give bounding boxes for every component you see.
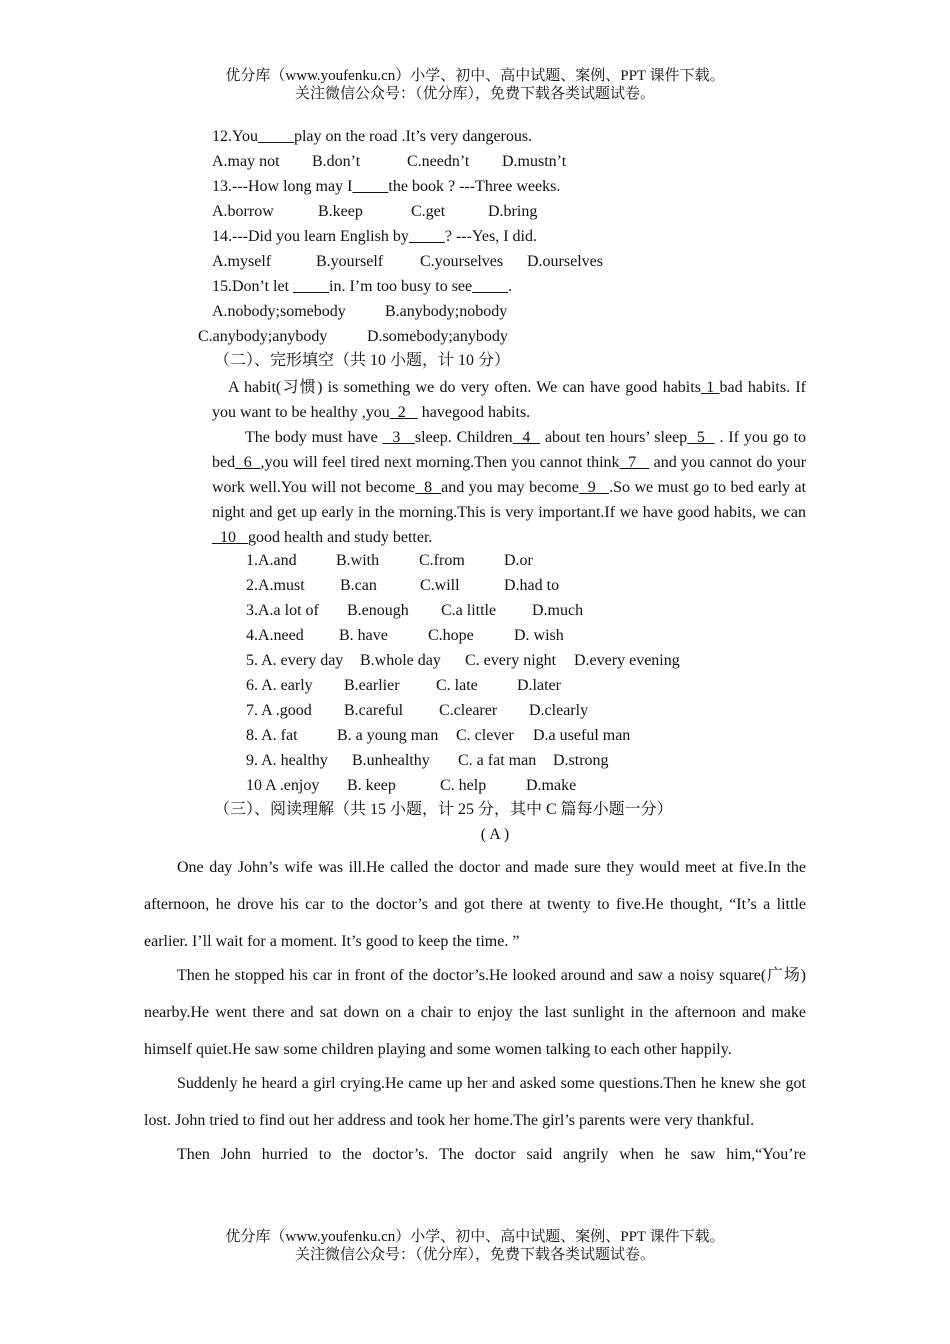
option: B.don’t [312, 153, 361, 170]
blank-6: 6 [235, 454, 261, 471]
option: D.bring [488, 203, 538, 220]
option: D.somebody;anybody [367, 328, 508, 345]
section-3-heading: （三）、阅读理解（共 15 小题，计 25 分，其中 C 篇每小题一分） [214, 801, 673, 818]
answer-blank [258, 128, 294, 145]
cloze-option-row-1: 1.A.and B.with C.from D.or [246, 552, 533, 569]
page-header [0, 67, 950, 103]
cloze-option-row-4: 4.A.need B. have C.hope D. wish [246, 627, 564, 644]
blank-3: 3 [382, 429, 415, 446]
question-text: in. I’m too busy to see [329, 278, 473, 295]
footer-line-1: 优分库（www.youfenku.cn）小学、初中、高中试题、案例、PPT 课件下载。 [225, 1229, 725, 1245]
cloze-option-row-3: 3.A.a lot of B.enough C.a little D.much [246, 602, 584, 619]
option: C.needn’t [407, 153, 470, 170]
cloze-option-row-10: 10 A .enjoy B. keep C. help D.make [246, 777, 577, 794]
question-14 [212, 226, 537, 248]
option: D.mustn’t [502, 153, 567, 170]
options-15-a [212, 301, 507, 323]
header-line-2: 关注微信公众号：（优分库），免费下载各类试题试卷。 [294, 86, 655, 102]
question-text: 14.---Did you learn English by [212, 228, 409, 245]
options-12 [212, 151, 566, 173]
question-12 [212, 126, 532, 148]
cloze-option-row-5: 5. A. every day B.whole day C. every night D.every evening [246, 652, 680, 669]
cloze-option-row-9: 9. A. healthy B.unhealthy C. a fat man D.strong [246, 752, 609, 769]
question-text: 15.Don’t let [212, 278, 294, 295]
options-13 [212, 201, 537, 223]
question-text: ? ---Yes, I did. [444, 228, 537, 245]
blank-1: 1 [700, 379, 720, 396]
option: A.nobody;somebody [212, 303, 346, 320]
answer-blank [472, 278, 508, 295]
blank-2: 2 [389, 404, 418, 421]
reading-paragraph-1: One day John’s wife was ill.He called the doctor and made sure they would meet at five.In the afternoon, he drove his car to the doctor’s and got there at twenty to five.He thought, “It’s a little earlier. I’ll wait for a moment. It’s good to keep the time. ” [144, 859, 806, 950]
blank-10: 10 [212, 529, 248, 546]
passage-label: ( A ) [480, 826, 510, 843]
question-text: 13.---How long may I [212, 178, 353, 195]
cloze-option-row-2: 2.A.must B.can C.will D.had to [246, 577, 560, 594]
option: A.myself [212, 253, 272, 270]
section-2-heading: （二）、完形填空（共 10 小题，计 10 分） [214, 352, 511, 369]
options-14 [212, 251, 603, 273]
option: A.may not [212, 153, 280, 170]
answer-blank [409, 228, 445, 245]
cloze-paragraph-2: The body must have 3 sleep. Children 4 about ten hours’ sleep 5 . If you go to bed 6 ,you will feel tired next morning.Then you cannot think 7 and you cannot do your work well.You will not become 8 and you may become 9 .So we must go to bed early at night and get up early in the morning.This is very important.If we have good habits, we can 10 good health and study better. [212, 429, 807, 546]
header-line-1: 优分库（www.youfenku.cn）小学、初中、高中试题、案例、PPT 课件下载。 [225, 68, 725, 84]
blank-7: 7 [619, 454, 650, 471]
option: B.anybody;nobody [385, 303, 508, 320]
option: C.anybody;anybody [198, 328, 328, 345]
option: A.borrow [212, 203, 274, 220]
question-text: . [508, 278, 513, 295]
option: C.get [411, 203, 446, 220]
question-text: the book ? ---Three weeks. [388, 178, 561, 195]
blank-5: 5 [687, 429, 715, 446]
reading-passage [144, 849, 806, 1173]
blank-4: 4 [512, 429, 541, 446]
footer-line-2: 关注微信公众号：（优分库），免费下载各类试题试卷。 [294, 1247, 655, 1263]
cloze-option-row-7: 7. A .good B.careful C.clearer D.clearly [246, 702, 589, 719]
page-footer [0, 1228, 950, 1264]
answer-blank [293, 278, 329, 295]
cloze-option-row-8: 8. A. fat B. a young man C. clever D.a useful man [246, 727, 631, 744]
question-15 [212, 276, 512, 298]
cloze-passage [212, 375, 806, 550]
option: B.keep [318, 203, 363, 220]
cloze-option-row-6: 6. A. early B.earlier C. late D.later [246, 677, 561, 694]
options-15-b [198, 326, 508, 348]
question-13 [212, 176, 560, 198]
question-text: play on the road .It’s very dangerous. [293, 128, 533, 145]
answer-blank [352, 178, 388, 195]
blank-8: 8 [415, 479, 442, 496]
question-text: 12.You [212, 128, 258, 145]
blank-9: 9 [578, 479, 610, 496]
option: C.yourselves [420, 253, 504, 270]
reading-paragraph-2: Then he stopped his car in front of the doctor’s.He looked around and saw a noisy square(广场) nearby.He went there and sat down on a chair to enjoy the last sunlight in the afternoon and make himself quiet.He saw some children playing and some women talking to each other happily. [144, 967, 806, 1058]
option: B.yourself [316, 253, 384, 270]
cloze-paragraph-1: A habit(习惯) is something we do very often. We can have good habits 1 bad habits. If you want to be healthy ,you 2 havegood habits. [212, 379, 807, 421]
reading-paragraph-4: Then John hurried to the doctor’s. The doctor said angrily when he saw him,“You’re [177, 1146, 806, 1163]
option: D.ourselves [527, 253, 603, 270]
reading-paragraph-3: Suddenly he heard a girl crying.He came up her and asked some questions.Then he knew she got lost. John tried to find out her address and took her home.The girl’s parents were very thankful. [144, 1075, 806, 1129]
